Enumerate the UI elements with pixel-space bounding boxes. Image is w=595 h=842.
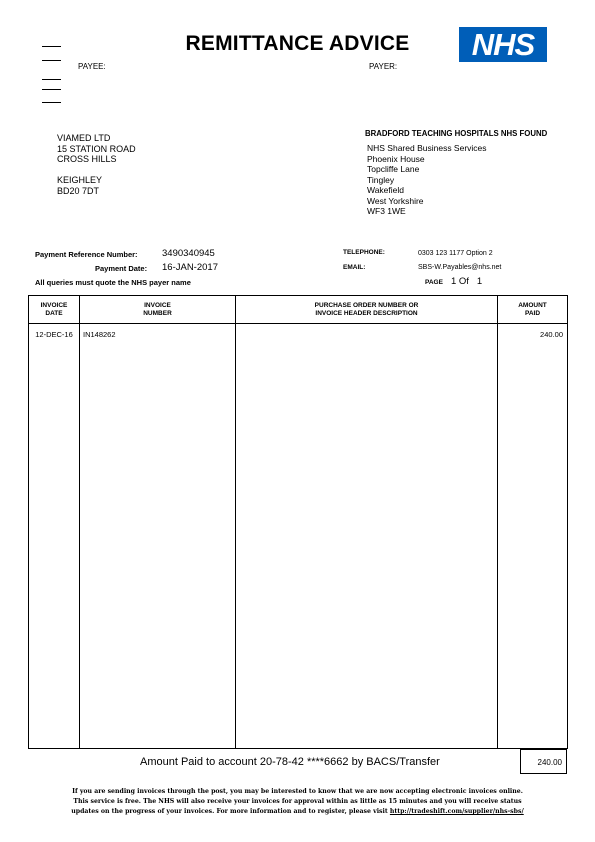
header-invoice-date	[29, 296, 80, 324]
tradeshift-link[interactable]: http://tradeshift.com/supplier/nhs-sbs/	[389, 808, 524, 815]
payer-line: NHS Shared Business Services	[367, 143, 487, 153]
payee-line: KEIGHLEY	[57, 175, 103, 185]
payment-ref-value: 3490340945	[162, 248, 215, 259]
header-text: NUMBER	[143, 309, 172, 317]
payer-name: BRADFORD TEACHING HOSPITALS NHS FOUND	[365, 129, 548, 138]
cell-invoice-number: IN148262	[80, 324, 236, 749]
payer-line: Phoenix House	[367, 153, 425, 164]
cell-amount-paid: 240.00	[498, 324, 568, 749]
margin-dash	[42, 102, 61, 103]
payer-line: Wakefield	[367, 185, 405, 195]
footer-line	[30, 807, 565, 817]
payer-line: WF3 1WE	[367, 206, 406, 216]
total-label: Amount Paid to account 20-78-42 ****6662 by BACS/Transfer	[140, 756, 440, 768]
header-description	[236, 296, 498, 324]
cell-invoice-date: 12-DEC-16	[29, 324, 80, 749]
payee-label: PAYEE:	[78, 62, 106, 71]
payer-line: Topcliffe Lane	[367, 164, 420, 174]
header-amount-paid	[498, 296, 568, 324]
payer-label: PAYER:	[369, 62, 398, 71]
page-title: REMITTANCE ADVICE	[185, 32, 410, 55]
footer-notice	[30, 787, 565, 817]
payer-line: West Yorkshire	[367, 195, 424, 206]
payee-line: CROSS HILLS	[57, 154, 117, 164]
margin-dash	[42, 79, 61, 80]
page-label: PAGE	[425, 279, 443, 286]
payer-line: Tingley	[367, 174, 395, 185]
table-row	[29, 324, 568, 749]
payee-line: BD20 7DT	[57, 185, 100, 196]
payee-line: 15 STATION ROAD	[57, 143, 136, 154]
header-text: PURCHASE ORDER NUMBER OR	[314, 301, 419, 309]
payment-date-label: Payment Date:	[95, 264, 148, 273]
queries-note: All queries must quote the NHS payer name	[35, 278, 191, 287]
margin-dash	[42, 60, 61, 61]
header-text: INVOICE HEADER DESCRIPTION	[315, 309, 418, 317]
table-header-row	[29, 296, 568, 324]
payer-address	[367, 143, 487, 217]
header-text: INVOICE	[40, 301, 68, 309]
footer-line: If you are sending invoices through the post, you may be interested to know that we are now accepting electronic invoices online.	[72, 788, 523, 795]
page-value: 1 Of 1	[451, 276, 483, 287]
header-text: INVOICE	[144, 301, 171, 309]
telephone-label: TELEPHONE:	[343, 249, 385, 256]
footer-text: updates on the progress of your invoices. For more information and to register, please visit	[71, 808, 390, 815]
footer-line: This service is free. The NHS will also receive your invoices for approval within as little as 15 minutes and you will receive status	[73, 798, 522, 805]
payment-date-value: 16-JAN-2017	[162, 262, 218, 273]
header-invoice-number	[80, 296, 236, 324]
email-label: EMAIL:	[343, 264, 366, 271]
margin-dash	[42, 89, 61, 90]
payee-address	[57, 133, 136, 196]
payee-line: VIAMED LTD	[57, 133, 111, 143]
email-value: SBS-W.Payables@nhs.net	[418, 264, 502, 271]
cell-description	[236, 324, 498, 749]
nhs-logo: NHS	[459, 27, 547, 62]
invoice-table	[28, 295, 568, 749]
payee-line	[57, 165, 136, 176]
payment-ref-label: Payment Reference Number:	[35, 250, 138, 259]
header-text: DATE	[45, 309, 63, 317]
header-text: AMOUNT	[518, 301, 547, 309]
total-amount: 240.00	[520, 749, 567, 774]
telephone-value: 0303 123 1177 Option 2	[418, 250, 493, 257]
header-text: PAID	[524, 309, 541, 317]
